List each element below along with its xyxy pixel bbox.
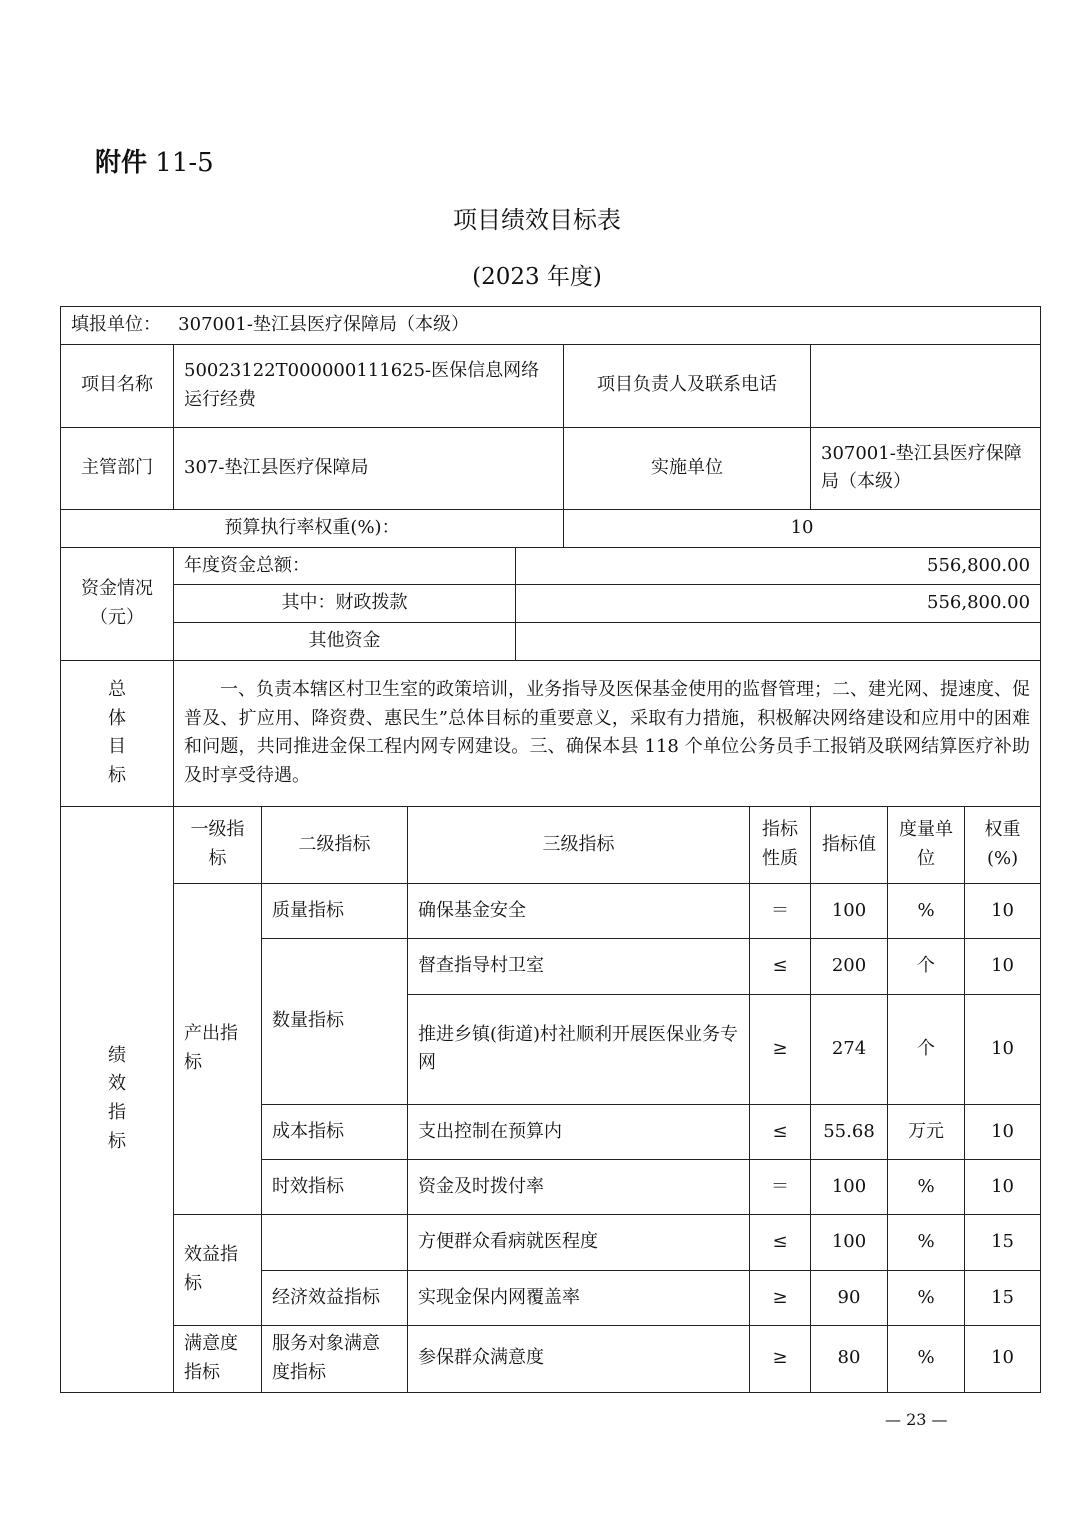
weight-cell: 15 — [965, 1270, 1041, 1325]
goal-label-char: 目 — [108, 736, 126, 758]
level3-cell: 资金及时拨付率 — [408, 1159, 750, 1214]
level2-cell: 数量指标 — [262, 938, 408, 1104]
weight-cell: 15 — [965, 1214, 1041, 1270]
level3-cell: 督查指导村卫室 — [408, 938, 750, 994]
attachment-heading — [95, 142, 214, 179]
reporting-unit-value: 307001-垫江县医疗保障局（本级） — [178, 314, 469, 335]
department-label: 主管部门 — [61, 427, 174, 509]
nature-cell: ＝ — [750, 1159, 811, 1214]
weight-cell: 10 — [965, 994, 1041, 1104]
reporting-unit-label: 填报单位： — [71, 314, 161, 335]
unit-cell: % — [888, 883, 965, 938]
header-unit: 度量单位 — [888, 806, 965, 883]
header-nature: 指标性质 — [750, 806, 811, 883]
unit-cell: % — [888, 1159, 965, 1214]
perf-label-char: 标 — [108, 1131, 126, 1153]
level1-satisfaction: 满意度指标 — [174, 1325, 262, 1392]
implementing-unit-value: 307001-垫江县医疗保障局（本级） — [811, 427, 1041, 509]
goal-label-char: 总 — [108, 678, 126, 700]
value-cell: 200 — [811, 938, 888, 994]
table-row — [61, 883, 1041, 938]
value-cell: 274 — [811, 994, 888, 1104]
project-name-label: 项目名称 — [61, 344, 174, 427]
unit-cell: 万元 — [888, 1104, 965, 1159]
contact-value — [811, 344, 1041, 427]
header-level1: 一级指标 — [174, 806, 262, 883]
header-value: 指标值 — [811, 806, 888, 883]
level3-cell: 参保群众满意度 — [408, 1325, 750, 1392]
attachment-number: 11-5 — [155, 148, 214, 178]
value-cell: 55.68 — [811, 1104, 888, 1159]
table-row — [61, 1325, 1041, 1392]
department-value: 307-垫江县医疗保障局 — [174, 427, 564, 509]
level2-cell: 质量指标 — [262, 883, 408, 938]
performance-target-table — [60, 306, 1041, 1393]
implementing-unit-label: 实施单位 — [564, 427, 811, 509]
page-number: — 23 — — [885, 1410, 948, 1429]
level2-cell: 经济效益指标 — [262, 1270, 408, 1325]
overall-goal-label — [61, 660, 174, 806]
attachment-label: 附件 — [95, 148, 148, 178]
nature-cell: ＝ — [750, 883, 811, 938]
level2-cell: 成本指标 — [262, 1104, 408, 1159]
level2-cell: 服务对象满意度指标 — [262, 1325, 408, 1392]
value-cell: 100 — [811, 1214, 888, 1270]
unit-cell: % — [888, 1270, 965, 1325]
value-cell: 100 — [811, 1159, 888, 1214]
unit-cell: 个 — [888, 994, 965, 1104]
level1-output: 产出指标 — [174, 883, 262, 1214]
unit-cell: % — [888, 1214, 965, 1270]
nature-cell: ≥ — [750, 1270, 811, 1325]
level1-benefit: 效益指标 — [174, 1214, 262, 1325]
weight-cell: 10 — [965, 1104, 1041, 1159]
funds-total-label: 年度资金总额： — [174, 547, 516, 585]
funds-other-value — [516, 623, 1041, 661]
budget-weight-label: 预算执行率权重(%)： — [61, 509, 564, 547]
nature-cell: ≥ — [750, 1325, 811, 1392]
funds-fiscal-value: 556,800.00 — [516, 585, 1041, 623]
level3-cell: 推进乡镇(街道)村社顺利开展医保业务专网 — [408, 994, 750, 1104]
goal-label-char: 体 — [108, 707, 126, 729]
nature-cell: ≤ — [750, 1214, 811, 1270]
level3-cell: 实现金保内网覆盖率 — [408, 1270, 750, 1325]
header-level2: 二级指标 — [262, 806, 408, 883]
document-year: (2023 年度) — [472, 264, 602, 290]
header-level3: 三级指标 — [408, 806, 750, 883]
nature-cell: ≤ — [750, 1104, 811, 1159]
weight-cell: 10 — [965, 938, 1041, 994]
perf-label-char: 绩 — [108, 1044, 126, 1066]
funds-other-label: 其他资金 — [174, 623, 516, 661]
contact-label: 项目负责人及联系电话 — [564, 344, 811, 427]
project-name-value: 50023122T000000111625-医保信息网络运行经费 — [174, 344, 564, 427]
level3-cell: 方便群众看病就医程度 — [408, 1214, 750, 1270]
unit-cell: 个 — [888, 938, 965, 994]
weight-cell: 10 — [965, 883, 1041, 938]
perf-label-char: 指 — [108, 1102, 126, 1124]
unit-cell: % — [888, 1325, 965, 1392]
document-title: 项目绩效目标表 — [453, 206, 621, 234]
level3-cell: 支出控制在预算内 — [408, 1104, 750, 1159]
level2-cell — [262, 1214, 408, 1270]
funds-fiscal-label: 其中：财政拨款 — [174, 585, 516, 623]
nature-cell: ≥ — [750, 994, 811, 1104]
funds-label — [61, 547, 174, 660]
value-cell: 80 — [811, 1325, 888, 1392]
reporting-unit-row — [61, 307, 1041, 345]
overall-goal-text: 一、负责本辖区村卫生室的政策培训，业务指导及医保基金使用的监督管理；二、建光网、提速度、促普及、扩应用、降资费、惠民生”总体目标的重要意义，采取有力措施，积极解决网络建设和应用中的困难和问题，共同推进金保工程内网专网建设。三、确保本县 118 个单位公务员手工报销及联网结算医疗补助及时享受待遇。 — [174, 660, 1041, 806]
performance-indicators-label — [61, 806, 174, 1392]
level3-cell: 确保基金安全 — [408, 883, 750, 938]
nature-cell: ≤ — [750, 938, 811, 994]
budget-weight-value: 10 — [564, 509, 1041, 547]
weight-cell: 10 — [965, 1159, 1041, 1214]
perf-label-char: 效 — [108, 1073, 126, 1095]
value-cell: 100 — [811, 883, 888, 938]
funds-total-value: 556,800.00 — [516, 547, 1041, 585]
funds-label-line2: （元） — [90, 606, 144, 628]
weight-cell: 10 — [965, 1325, 1041, 1392]
table-row — [61, 1214, 1041, 1270]
funds-label-line1: 资金情况 — [81, 577, 153, 599]
header-weight: 权重(%) — [965, 806, 1041, 883]
goal-label-char: 标 — [108, 765, 126, 787]
level2-cell: 时效指标 — [262, 1159, 408, 1214]
value-cell: 90 — [811, 1270, 888, 1325]
